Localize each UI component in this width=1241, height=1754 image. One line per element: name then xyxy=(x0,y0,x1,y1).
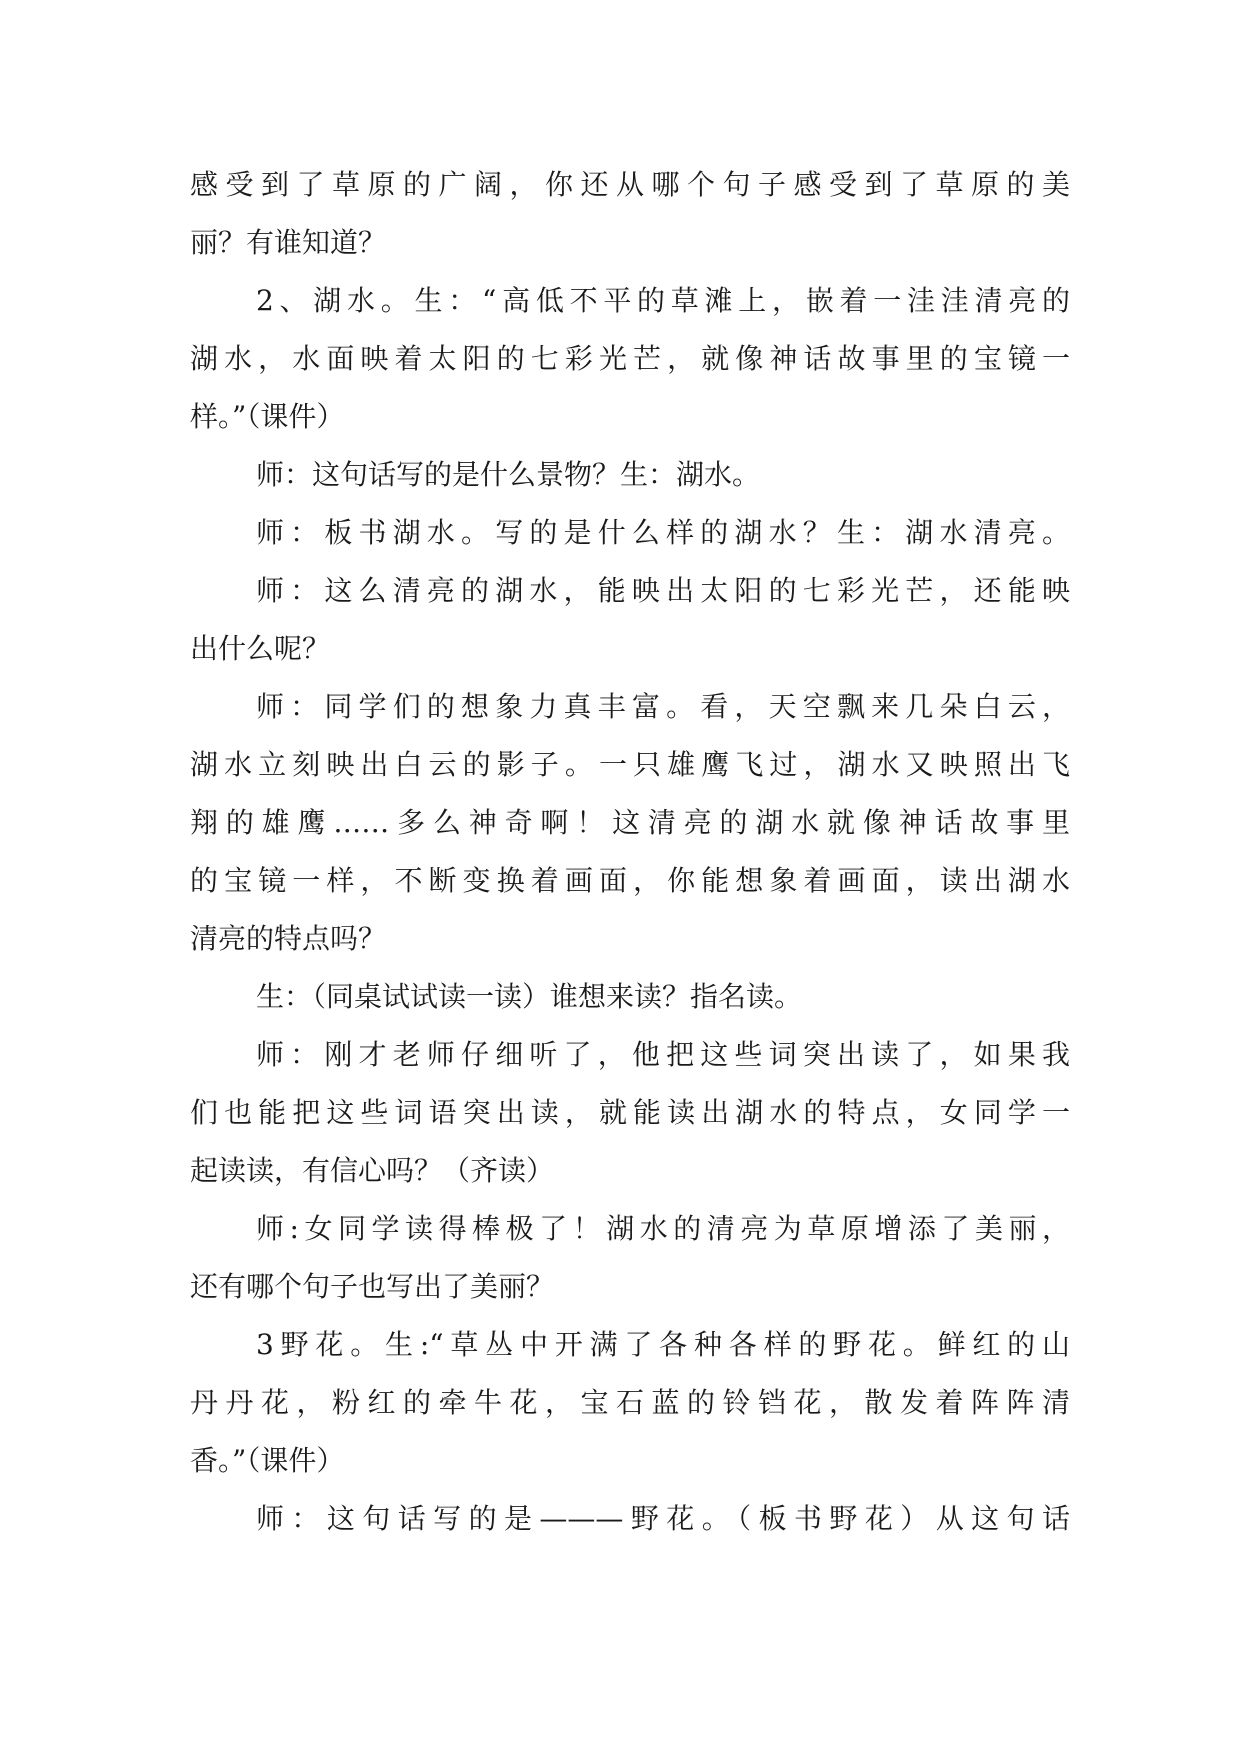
text-line: 们也能把这些词语突出读，就能读出湖水的特点，女同学一 xyxy=(190,1096,1070,1129)
document-body xyxy=(190,156,1070,1548)
text-line: 师：板书湖水。写的是什么样的湖水？生：湖水清亮。 xyxy=(256,516,1070,549)
text-line: 师:女同学读得棒极了！湖水的清亮为草原增添了美丽， xyxy=(256,1212,1070,1245)
text-line: 师：这句话写的是———野花。（板书野花）从这句话 xyxy=(256,1502,1070,1535)
text-line: 的宝镜一样，不断变换着画面，你能想象着画面，读出湖水 xyxy=(190,864,1070,897)
text-line: 起读读，有信心吗？（齐读） xyxy=(190,1154,555,1187)
text-line: 师：同学们的想象力真丰富。看，天空飘来几朵白云， xyxy=(256,690,1070,723)
text-line: 还有哪个句子也写出了美丽？ xyxy=(190,1270,555,1303)
text-line: 3野花。生:“草丛中开满了各种各样的野花。鲜红的山 xyxy=(256,1328,1070,1361)
text-line: 湖水，水面映着太阳的七彩光芒，就像神话故事里的宝镜一 xyxy=(190,342,1070,375)
text-line: 湖水立刻映出白云的影子。一只雄鹰飞过，湖水又映照出飞 xyxy=(190,748,1070,781)
text-line: 师：刚才老师仔细听了，他把这些词突出读了，如果我 xyxy=(256,1038,1070,1071)
text-line: 2、湖水。生：“高低不平的草滩上，嵌着一洼洼清亮的 xyxy=(256,284,1070,317)
text-line: 出什么呢？ xyxy=(190,632,331,665)
text-line: 清亮的特点吗？ xyxy=(190,922,387,955)
text-line: 样。”（课件） xyxy=(190,400,345,433)
text-line: 香。”（课件） xyxy=(190,1444,345,1477)
text-line: 生：（同桌试试读一读）谁想来读？指名读。 xyxy=(256,980,803,1013)
text-line: 丹丹花，粉红的牵牛花，宝石蓝的铃铛花，散发着阵阵清 xyxy=(190,1386,1070,1419)
text-line: 翔的雄鹰……多么神奇啊！这清亮的湖水就像神话故事里 xyxy=(190,806,1070,839)
text-line: 师：这么清亮的湖水，能映出太阳的七彩光芒，还能映 xyxy=(256,574,1070,607)
text-line: 丽？有谁知道？ xyxy=(190,226,387,259)
text-line: 感受到了草原的广阔，你还从哪个句子感受到了草原的美 xyxy=(190,168,1070,201)
text-line: 师：这句话写的是什么景物？生：湖水。 xyxy=(256,458,761,491)
